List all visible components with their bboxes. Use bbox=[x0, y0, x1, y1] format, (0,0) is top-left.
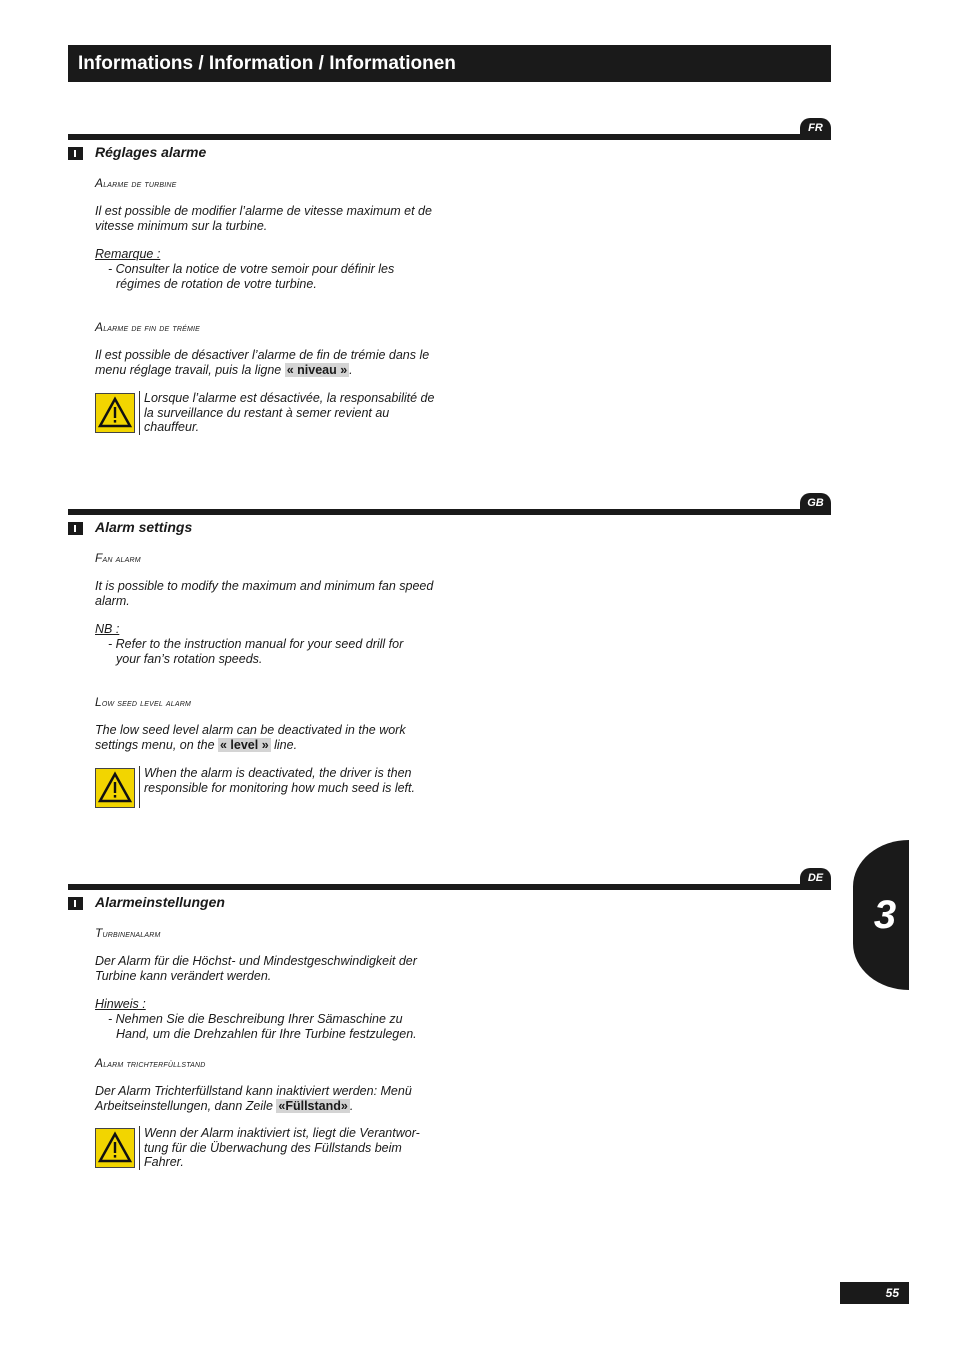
note-line: your fan’s rotation speeds. bbox=[116, 651, 263, 666]
section-rule bbox=[68, 509, 831, 515]
menu-term: « niveau » bbox=[286, 362, 348, 377]
note-label: NB : bbox=[95, 622, 120, 636]
subheading: Fan alarm bbox=[95, 551, 141, 565]
paragraph: It is possible to modify the maximum and minimum fan speed alarm. bbox=[95, 579, 434, 608]
paragraph bbox=[95, 1084, 445, 1113]
note-line: - Refer to the instruction manual for your seed drill for bbox=[108, 637, 404, 651]
text: . bbox=[349, 362, 353, 377]
section-marker-icon bbox=[68, 522, 83, 535]
paragraph bbox=[95, 723, 445, 752]
lang-tab-fr: FR bbox=[800, 118, 831, 138]
note-label: Remarque : bbox=[95, 247, 161, 261]
text: Der Alarm Trichterfüllstand kann inaktiviert werden: Menü Arbeitseinstellungen, dann Zeile bbox=[95, 1084, 412, 1113]
section-marker-icon bbox=[68, 147, 83, 160]
menu-term: « level » bbox=[220, 737, 269, 752]
subheading: Alarme de fin de trémie bbox=[95, 320, 201, 334]
chapter-tab: 3 bbox=[853, 840, 909, 990]
note-item bbox=[108, 637, 428, 666]
note-item bbox=[108, 1012, 428, 1041]
section-title: Alarmeinstellungen bbox=[95, 894, 225, 910]
section-rule bbox=[68, 884, 831, 890]
subheading: Alarme de turbine bbox=[95, 176, 177, 190]
lang-tab-gb: GB bbox=[800, 493, 831, 513]
section-rule bbox=[68, 134, 831, 140]
menu-term: «Füllstand» bbox=[278, 1098, 348, 1113]
note-item bbox=[108, 262, 428, 291]
page-number: 55 bbox=[840, 1282, 909, 1304]
divider bbox=[139, 1126, 140, 1170]
divider bbox=[139, 766, 140, 808]
note-label: Hinweis : bbox=[95, 997, 146, 1011]
warning-text: When the alarm is deactivated, the driver is then responsible for monitoring how much seed is left. bbox=[144, 766, 415, 795]
warning-text: Wenn der Alarm inaktiviert ist, liegt die Verantwor-tung für die Überwachung des Füllstands beim Fahrer. bbox=[144, 1126, 420, 1169]
note-line: - Nehmen Sie die Beschreibung Ihrer Sämaschine zu bbox=[108, 1012, 403, 1026]
subheading: Alarm trichterfüllstand bbox=[95, 1056, 206, 1070]
paragraph bbox=[95, 348, 445, 377]
warning-triangle-icon bbox=[95, 393, 135, 433]
text: line. bbox=[270, 737, 298, 752]
subheading: Low seed level alarm bbox=[95, 695, 192, 709]
lang-tab-de: DE bbox=[800, 868, 831, 888]
page-header: Informations / Information / Informationen bbox=[68, 45, 831, 82]
text: . bbox=[349, 1098, 354, 1113]
paragraph: Der Alarm für die Höchst- und Mindestgeschwindigkeit der Turbine kann verändert werden. bbox=[95, 954, 417, 983]
warning-triangle-icon bbox=[95, 1128, 135, 1168]
note-line: - Consulter la notice de votre semoir pour définir les bbox=[108, 262, 395, 276]
text: The low seed level alarm can be deactivated in the work settings menu, on the bbox=[95, 723, 406, 752]
section-title: Réglages alarme bbox=[95, 144, 207, 160]
subheading: Turbinenalarm bbox=[95, 926, 161, 940]
section-title: Alarm settings bbox=[95, 519, 193, 535]
note-line: Hand, um die Drehzahlen für Ihre Turbine festzulegen. bbox=[116, 1026, 417, 1041]
note-line: régimes de rotation de votre turbine. bbox=[116, 276, 317, 291]
section-marker-icon bbox=[68, 897, 83, 910]
divider bbox=[139, 391, 140, 435]
warning-triangle-icon bbox=[95, 768, 135, 808]
paragraph: Il est possible de modifier l’alarme de vitesse maximum et de vitesse minimum sur la turbine. bbox=[95, 204, 432, 233]
text: Il est possible de désactiver l’alarme de fin de trémie dans le menu réglage travail, puis la ligne bbox=[95, 348, 430, 377]
warning-text: Lorsque l’alarme est désactivée, la responsabilité de la surveillance du restant à semer revient au chauffeur. bbox=[144, 391, 435, 434]
